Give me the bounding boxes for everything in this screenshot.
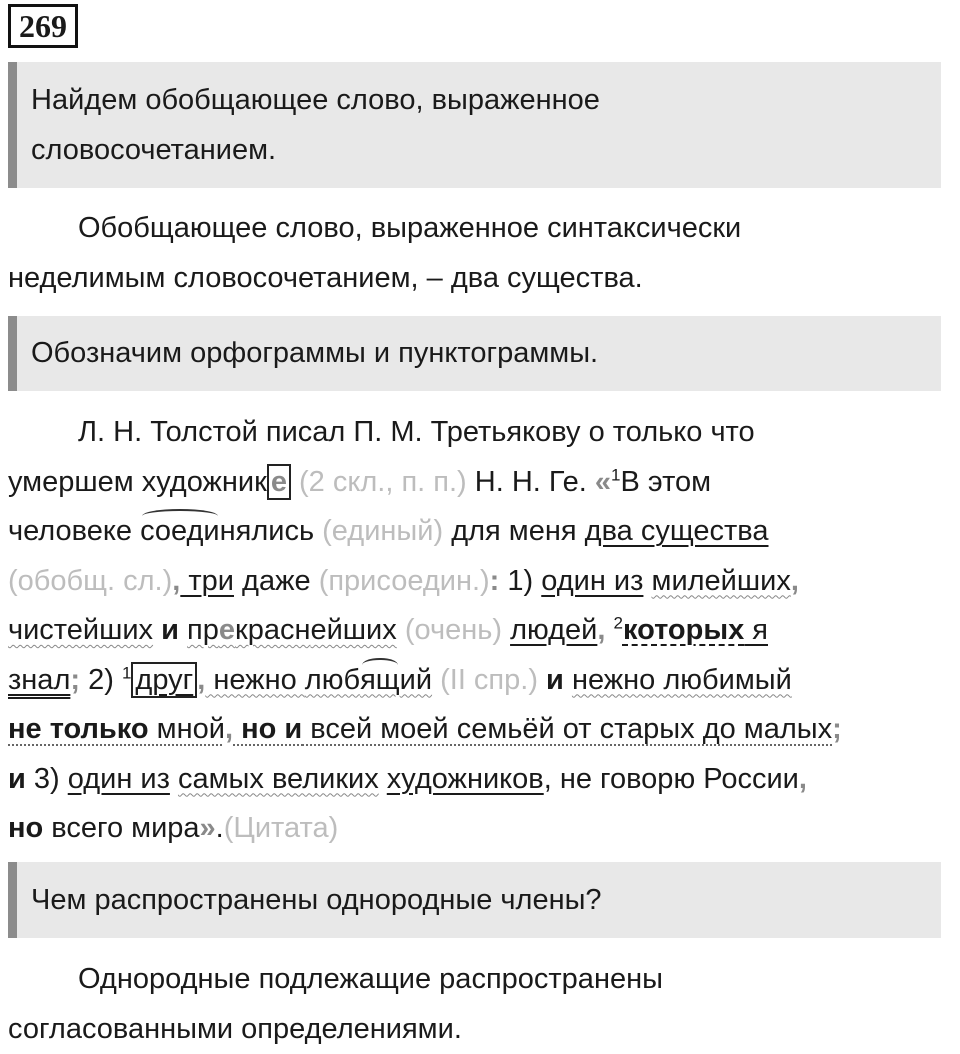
punct: , <box>791 565 799 597</box>
superscript: 2 <box>613 613 622 632</box>
text: . <box>216 812 224 844</box>
subject: два существа <box>585 515 769 547</box>
question-homogeneous-members <box>8 862 941 938</box>
subject: один из <box>541 565 643 597</box>
punct: , <box>799 763 807 795</box>
sentence-line-9 <box>8 804 943 854</box>
note: (Цитата) <box>224 812 339 844</box>
note: (единый) <box>314 515 443 547</box>
superscript: 1 <box>611 465 620 484</box>
attribute: чистейших <box>8 614 153 646</box>
punct: ; <box>832 713 842 745</box>
task-number: 269 <box>8 4 78 48</box>
answer-line: Обобщающее слово, выраженное синтаксически <box>8 204 943 254</box>
subject: один из <box>68 763 170 795</box>
punct: : <box>490 565 500 597</box>
text: для меня <box>443 515 585 547</box>
object: всей моей семьёй от старых до малых <box>302 713 832 745</box>
text <box>379 763 387 795</box>
punct: « <box>595 466 611 498</box>
conjunction: но <box>8 812 43 844</box>
text: , не говорю России <box>544 763 799 795</box>
text: Н. Н. Ге. <box>467 466 595 498</box>
object: которых <box>623 614 744 646</box>
text: 2) <box>80 664 122 696</box>
text: 1) <box>499 565 541 597</box>
subject: три <box>180 565 234 597</box>
question-line: Чем распространены однородные члены? <box>31 875 941 925</box>
text: всего мира <box>43 812 199 844</box>
attribute: пр <box>187 614 219 646</box>
analyzed-sentence <box>8 408 943 854</box>
superscript: 1 <box>122 663 131 682</box>
question-find-generalizing-word <box>8 62 941 188</box>
sentence-line-1 <box>8 408 943 458</box>
text: В этом <box>621 466 712 498</box>
root-arc: соеди <box>140 507 220 557</box>
text <box>170 763 178 795</box>
note: (обобщ. сл.) <box>8 565 172 597</box>
attribute: люб <box>305 664 360 696</box>
text: нялись <box>220 515 314 547</box>
sentence-line-2 <box>8 458 943 508</box>
attribute: нежно любимый <box>572 664 792 696</box>
predicate: знал <box>8 664 70 696</box>
text: человеке <box>8 515 140 547</box>
text: даже <box>234 565 319 597</box>
sentence-line-5 <box>8 606 943 656</box>
text: 3) <box>26 763 68 795</box>
text <box>502 614 510 646</box>
question-line: Обозначим орфограммы и пунктограммы. <box>31 328 941 378</box>
attribute: самых великих <box>178 763 379 795</box>
note: (II спр.) <box>432 664 538 696</box>
answer-generalizing-word <box>8 204 943 303</box>
subject: людей <box>510 614 597 646</box>
answer-line: Однородные подлежащие распространены <box>8 955 943 1005</box>
text: Л. Н. Толстой писал П. М. Третьякову о только что <box>78 416 755 448</box>
sentence-line-8 <box>8 755 943 805</box>
object: мной <box>149 713 225 745</box>
note: (присоедин.) <box>319 565 490 597</box>
conjunction: и <box>8 763 26 795</box>
punct: » <box>200 812 216 844</box>
sentence-line-7 <box>8 705 943 755</box>
vowel: е <box>219 614 235 646</box>
punct: , <box>597 614 605 646</box>
punct: , <box>172 565 180 597</box>
punct: ; <box>70 664 80 696</box>
answer-homogeneous-members <box>8 955 943 1054</box>
answer-line: неделимым словосочетанием, – два существа. <box>8 254 943 304</box>
attribute: ейших <box>310 614 396 646</box>
suffix-arc: ящ <box>360 656 400 706</box>
note: (очень) <box>397 614 502 646</box>
conjunction: но и <box>233 713 302 745</box>
subject: я <box>744 614 768 646</box>
sentence-line-3 <box>8 507 943 557</box>
conjunction: не только <box>8 713 149 745</box>
attribute: ий <box>400 664 432 696</box>
note: (2 скл., п. п.) <box>291 466 467 498</box>
attribute: милейших <box>652 565 791 597</box>
conjunction: и <box>153 614 187 646</box>
question-mark-spellings <box>8 316 941 391</box>
conjunction: и <box>538 664 572 696</box>
subject: художников <box>387 763 544 795</box>
attribute: нежно <box>205 664 304 696</box>
punct: , <box>197 664 205 696</box>
question-line: словосочетанием. <box>31 125 941 175</box>
ending-box: е <box>267 464 291 500</box>
text <box>643 565 651 597</box>
attribute: красн <box>235 614 310 646</box>
question-line: Найдем обобщающее слово, выраженное <box>31 75 941 125</box>
subject-box: друг <box>131 662 197 698</box>
punct: , <box>225 713 233 745</box>
text: умершем художник <box>8 466 267 498</box>
sentence-line-6 <box>8 656 943 706</box>
answer-line: согласованными определениями. <box>8 1005 943 1054</box>
sentence-line-4 <box>8 557 943 607</box>
